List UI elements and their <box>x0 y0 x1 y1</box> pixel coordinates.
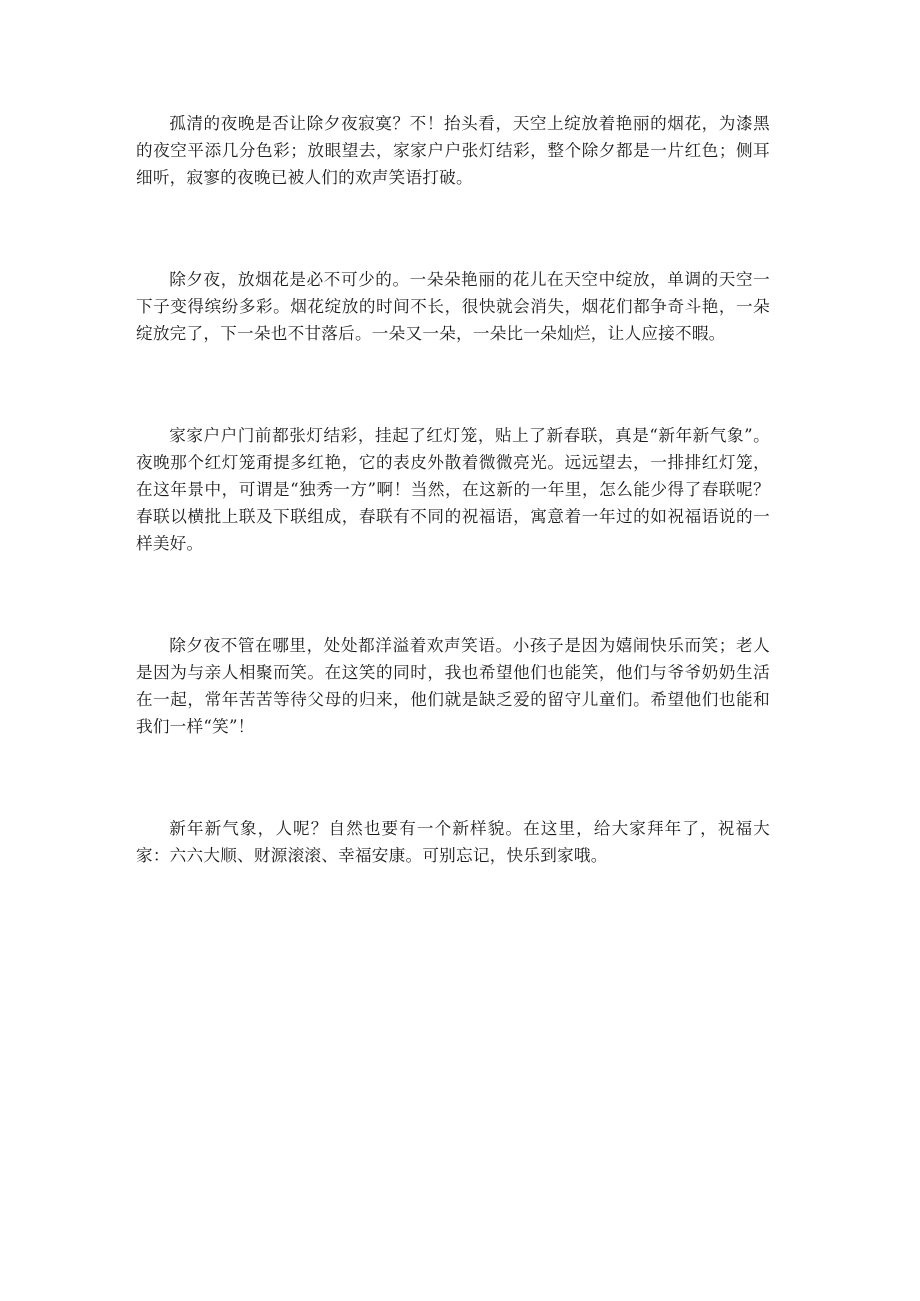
paragraph-2: 除夕夜，放烟花是必不可少的。一朵朵艳丽的花儿在天空中绽放，单调的天空一下子变得缤纷多彩。烟花绽放的时间不长，很快就会消失，烟花们都争奇斗艳，一朵绽放完了，下一朵也不甘落后。一朵又一朵，一朵比一朵灿烂，让人应接不暇。 <box>136 270 770 343</box>
paragraph-5: 新年新气象，人呢？自然也要有一个新样貌。在这里，给大家拜年了，祝福大家：六六大顺、财源滚滚、幸福安康。可别忘记，快乐到家哦。 <box>136 819 770 865</box>
paragraph-3: 家家户户门前都张灯结彩，挂起了红灯笼，贴上了新春联，真是“新年新气象”。夜晚那个红灯笼甭提多红艳，它的表皮外散着微微亮光。远远望去，一排排红灯笼，在这年景中，可谓是“独秀一方”啊！当然，在这新的一年里，怎么能少得了春联呢？春联以横批上联及下联组成，春联有不同的祝福语，寓意着一年过的如祝福语说的一样美好。 <box>136 426 770 553</box>
paragraph-1: 孤清的夜晚是否让除夕夜寂寞？不！抬头看，天空上绽放着艳丽的烟花，为漆黑的夜空平添几分色彩；放眼望去，家家户户张灯结彩，整个除夕都是一片红色；侧耳细听，寂寥的夜晚已被人们的欢声笑语打破。 <box>136 114 770 187</box>
paragraph-4: 除夕夜不管在哪里，处处都洋溢着欢声笑语。小孩子是因为嬉闹快乐而笑；老人是因为与亲人相聚而笑。在这笑的同时，我也希望他们也能笑，他们与爷爷奶奶生活在一起，常年苦苦等待父母的归来，他们就是缺乏爱的留守儿童们。希望他们也能和我们一样“笑”！ <box>136 636 770 736</box>
document-body <box>136 110 770 944</box>
